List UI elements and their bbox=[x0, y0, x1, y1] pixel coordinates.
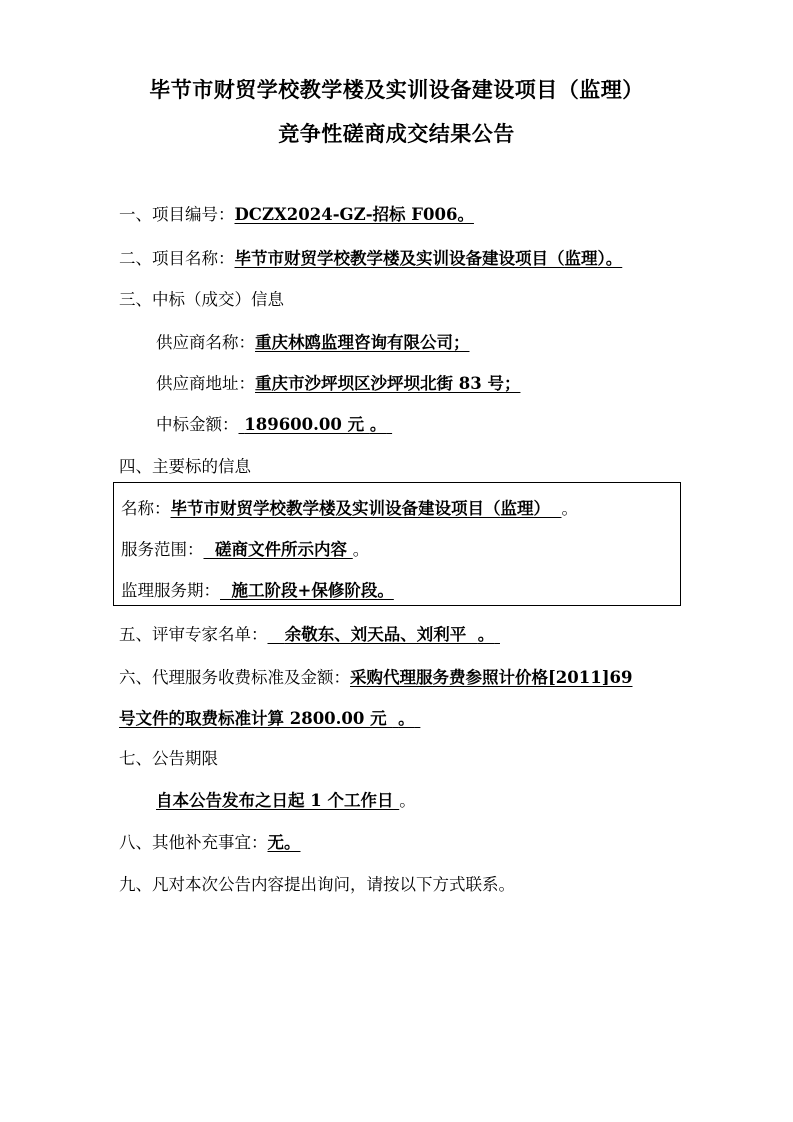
agency-fee-value-line1: 采购代理服务费参照计价格[2011]69 bbox=[350, 668, 633, 687]
expert-list-label: 五、评审专家名单： bbox=[119, 625, 268, 644]
service-scope-row: 服务范围： 磋商文件所示内容 。 bbox=[121, 540, 370, 559]
agency-fee-row bbox=[119, 664, 633, 688]
project-name-row bbox=[119, 245, 622, 269]
project-number-row bbox=[119, 201, 474, 225]
expert-list-row bbox=[119, 621, 500, 645]
award-amount-value: 189600.00 元 。 bbox=[244, 415, 387, 434]
service-period-label: 监理服务期： bbox=[121, 581, 220, 600]
supplier-name-label: 供应商名称： bbox=[156, 333, 255, 352]
service-period-row bbox=[121, 577, 394, 601]
subject-name-value: 毕节市财贸学校教学楼及实训设备建设项目（监理） bbox=[170, 499, 550, 518]
project-number-value: DCZX2024-GZ-招标 F006。 bbox=[234, 205, 474, 224]
award-amount-row bbox=[156, 411, 392, 435]
agency-fee-value-line2: 号文件的取费标准计算 2800.00 元 。 bbox=[119, 709, 415, 728]
supplier-address-label: 供应商地址： bbox=[156, 374, 255, 393]
subject-info-heading: 四、主要标的信息 bbox=[119, 457, 251, 476]
notice-period-heading: 七、公告期限 bbox=[119, 749, 218, 768]
service-scope-value: 磋商文件所示内容 bbox=[215, 540, 347, 559]
agency-fee-label: 六、代理服务收费标准及金额： bbox=[119, 668, 350, 687]
supplier-name-value: 重庆林鸥监理咨询有限公司； bbox=[255, 333, 470, 352]
service-scope-label: 服务范围： bbox=[121, 540, 204, 559]
other-matters-label: 八、其他补充事宜： bbox=[119, 833, 268, 852]
project-number-label: 一、项目编号： bbox=[119, 205, 235, 224]
project-name-label: 二、项目名称： bbox=[119, 249, 235, 268]
notice-period-value: 自本公告发布之日起 1 个工作日 bbox=[156, 791, 394, 810]
other-matters-row bbox=[119, 829, 301, 853]
project-name-value: 毕节市财贸学校教学楼及实训设备建设项目（监理）。 bbox=[234, 249, 623, 268]
agency-fee-row-continued bbox=[119, 705, 420, 729]
award-info-heading: 三、中标（成交）信息 bbox=[119, 290, 284, 309]
expert-list-value: 余敬东、刘天品、刘利平 。 bbox=[284, 625, 495, 644]
notice-period-row: 自本公告发布之日起 1 个工作日 。 bbox=[156, 791, 416, 810]
subject-name-row: 名称：毕节市财贸学校教学楼及实训设备建设项目（监理） 。 bbox=[121, 499, 578, 518]
supplier-address-row bbox=[156, 370, 520, 394]
service-period-value: 施工阶段+保修阶段。 bbox=[231, 581, 394, 600]
supplier-name-row bbox=[156, 329, 470, 353]
supplier-address-value: 重庆市沙坪坝区沙坪坝北街 83 号； bbox=[255, 374, 521, 393]
other-matters-value: 无。 bbox=[267, 833, 301, 852]
award-amount-label: 中标金额： bbox=[156, 415, 239, 434]
subject-name-label: 名称： bbox=[121, 499, 171, 518]
contact-heading: 九、凡对本次公告内容提出询问，请按以下方式联系。 bbox=[119, 875, 515, 894]
document-title-line1: 毕节市财贸学校教学楼及实训设备建设项目（监理） bbox=[149, 77, 644, 102]
document-title-line2: 竞争性磋商成交结果公告 bbox=[278, 121, 515, 146]
